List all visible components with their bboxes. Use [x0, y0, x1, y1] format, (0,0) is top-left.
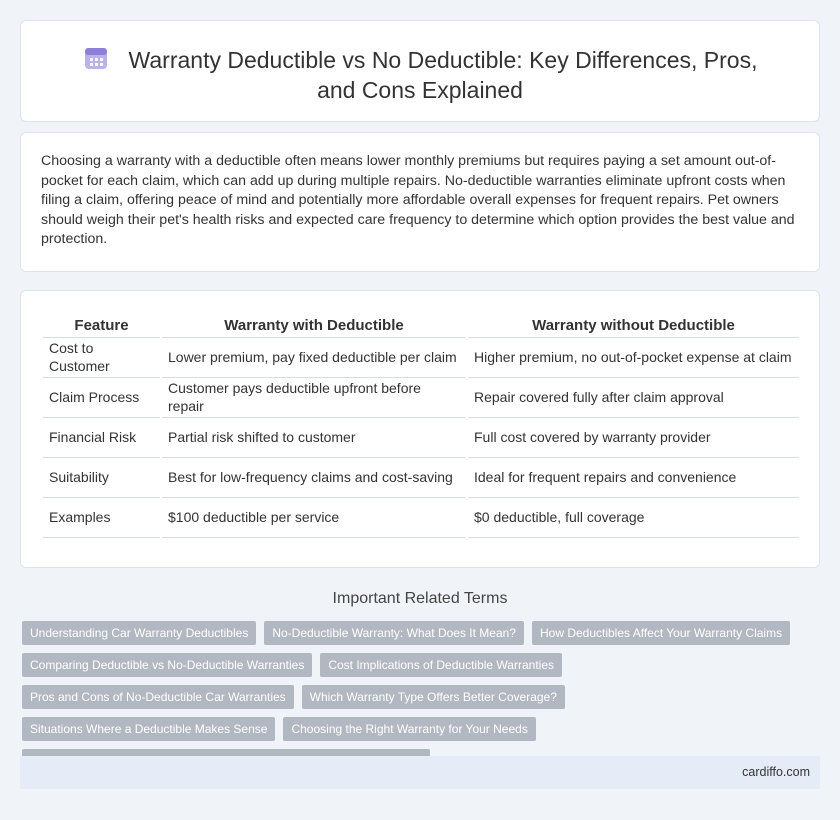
comparison-card	[20, 290, 820, 568]
table-cell-with: Partial risk shifted to customer	[161, 417, 467, 457]
table-cell-feature: Suitability	[43, 457, 161, 497]
table-cell-without: Full cost covered by warranty provider	[467, 417, 799, 457]
table-row	[43, 377, 799, 417]
related-term-link[interactable]: Which Warranty Type Offers Better Coverage?	[302, 685, 565, 709]
related-term-link[interactable]: Choosing the Right Warranty for Your Needs	[283, 717, 535, 741]
intro-paragraph: Choosing a warranty with a deductible often means lower monthly premiums but requires paying a set amount out-of-pocket for each claim, which can add up during multiple repairs. No-deductible warranties eliminate upfront costs when filing a claim, offering peace of mind and potentially more affordable overall expenses for frequent repairs. Pet owners should weigh their pet's health risks and expected care frequency to determine which option provides the best value and protection.	[41, 153, 795, 247]
header-feature: Feature	[43, 315, 161, 337]
table-cell-without: $0 deductible, full coverage	[467, 497, 799, 537]
related-term-link[interactable]: Cost Implications of Deductible Warranties	[320, 653, 562, 677]
table-header-row	[43, 315, 799, 337]
related-terms-heading: Important Related Terms	[332, 590, 508, 607]
title-card	[20, 20, 820, 122]
table-cell-with: $100 deductible per service	[161, 497, 467, 537]
table-row	[43, 457, 799, 497]
comparison-table	[43, 315, 799, 538]
table-cell-with: Best for low-frequency claims and cost-saving	[161, 457, 467, 497]
table-cell-without: Higher premium, no out-of-pocket expense at claim	[467, 337, 799, 377]
related-term-link[interactable]: Situations Where a Deductible Makes Sense	[22, 717, 275, 741]
table-cell-feature: Examples	[43, 497, 161, 537]
intro-card	[20, 132, 820, 272]
header-with-deductible: Warranty with Deductible	[161, 315, 467, 337]
related-term-link[interactable]: How Deductibles Affect Your Warranty Claims	[532, 621, 790, 645]
table-cell-with: Lower premium, pay fixed deductible per claim	[161, 337, 467, 377]
page-title: Warranty Deductible vs No Deductible: Key Differences, Pros, and Cons Explained	[128, 47, 758, 103]
table-cell-without: Ideal for frequent repairs and convenience	[467, 457, 799, 497]
header-without-deductible: Warranty without Deductible	[467, 315, 799, 337]
page-title-wrap	[61, 45, 779, 105]
related-term-link[interactable]: Comparing Deductible vs No-Deductible Warranties	[22, 653, 312, 677]
table-cell-with: Customer pays deductible upfront before repair	[161, 377, 467, 417]
table-row	[43, 337, 799, 377]
footer	[20, 756, 820, 789]
table-cell-feature: Claim Process	[43, 377, 161, 417]
related-terms-list	[22, 621, 822, 773]
table-cell-without: Repair covered fully after claim approval	[467, 377, 799, 417]
calendar-icon	[83, 45, 109, 71]
footer-site-link[interactable]: cardiffo.com	[742, 765, 810, 779]
table-row	[43, 497, 799, 537]
related-term-link[interactable]: Understanding Car Warranty Deductibles	[22, 621, 256, 645]
related-term-link[interactable]: Pros and Cons of No-Deductible Car Warranties	[22, 685, 294, 709]
related-term-link[interactable]: No-Deductible Warranty: What Does It Mean?	[264, 621, 524, 645]
table-row	[43, 417, 799, 457]
table-cell-feature: Cost to Customer	[43, 337, 161, 377]
table-cell-feature: Financial Risk	[43, 417, 161, 457]
